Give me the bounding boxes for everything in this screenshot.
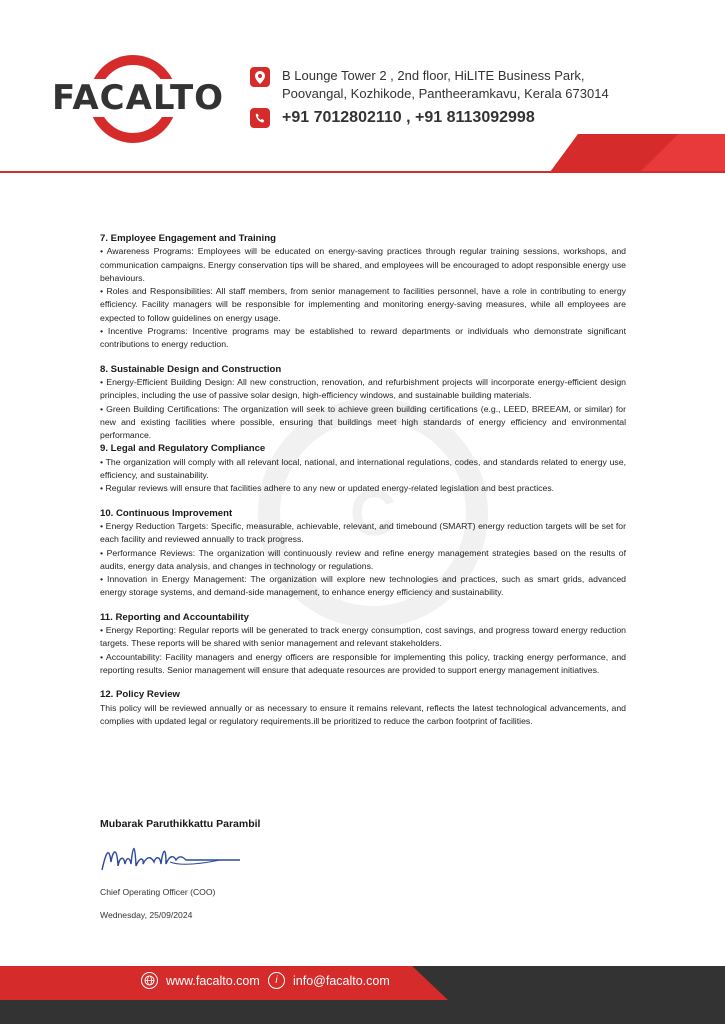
letterhead [0,0,725,175]
paragraph: • The organization will comply with all relevant local, national, and international regulations, codes, and standards related to energy use, efficiency, and sustainability. [100,456,626,481]
globe-icon [141,972,158,989]
phone-icon [250,108,270,128]
section-title: 8. Sustainable Design and Construction [100,363,282,375]
handwritten-signature [100,840,250,874]
signature-date: Wednesday, 25/09/2024 [100,910,193,920]
section-title: 10. Continuous Improvement [100,507,233,519]
email-link[interactable]: info@facalto.com [293,973,390,988]
section-7 [100,232,626,352]
section-title: 12. Policy Review [100,689,180,701]
policy-body [100,232,626,739]
paragraph: • Incentive Programs: Incentive programs may be established to reward departments or individuals who demonstrate significant contributions to energy reduction. [100,326,626,350]
paragraph: • Roles and Responsibilities: All staff members, from senior management to facilities personnel, have a role in contributing to energy efficiency. Facility managers will be responsible for implementing and monitoring energy-saving measures, while all employees are expected to follow guidelines on energy usage. [100,286,626,323]
company-address: B Lounge Tower 2 , 2nd floor, HiLITE Business Park, Poovangal, Kozhikode, Pantheeramkavu, Kerala 673014 [282,68,609,101]
section-10 [100,507,626,600]
facalto-logo [52,55,225,143]
section-8 [100,363,626,443]
section-11 [100,611,626,677]
paragraph: • Innovation in Energy Management: The organization will explore new technologies and practices, such as smart grids, advanced energy storage systems, and demand-side management, to enhance energy efficiency and sustainability. [100,574,626,598]
footer-website[interactable] [141,972,260,989]
section-title: 7. Employee Engagement and Training [100,233,276,244]
company-phone: +91 7012802110 , +91 8113092998 [282,109,535,126]
footer-email[interactable] [268,972,390,989]
logo-text: FACALTO [52,78,225,118]
paragraph: This policy will be reviewed annually or as necessary to ensure it remains relevant, reflects the latest technological advancements, and complies with updated legal or regulatory requirements.ill be prioritized to reduce the carbon footprint of facilities. [100,702,626,726]
paragraph: • Regular reviews will ensure that facilities adhere to any new or updated energy-related legislation and best practices. [100,483,555,494]
section-title: 9. Legal and Regulatory Compliance [100,443,266,455]
info-icon: i [268,972,285,989]
signatory-name: Mubarak Paruthikkattu Parambil [100,818,261,830]
paragraph: • Energy-Efficient Building Design: All new construction, renovation, and refurbishment projects will incorporate energy-efficient design principles, including the use of passive solar design, high-efficiency windows, and sustainable building materials. [100,376,626,401]
signatory-title: Chief Operating Officer (COO) [100,887,216,897]
phone-row [250,108,535,128]
section-12 [100,688,626,728]
header-divider [0,171,725,173]
paragraph: • Green Building Certifications: The organization will seek to achieve green building certifications (e.g., LEED, BREEAM, or similar) for new and existing facilities where possible, ensuring that buildings meet high standards of energy efficiency and environmental performance. [100,403,626,441]
signature-block [100,818,260,920]
paragraph: • Awareness Programs: Employees will be educated on energy-saving practices through regular training sessions, workshops, and communication campaigns. Energy conservation tips will be shared, and employees will be encouraged to adopt responsible energy use behaviours. [100,246,626,283]
website-link[interactable]: www.facalto.com [166,973,260,988]
location-pin-icon [250,67,270,87]
paragraph: • Accountability: Facility managers and energy officers are responsible for implementing this policy, tracking energy performance, and reporting results. Senior management will ensure that adequate resources are provided to support energy management initiatives. [100,651,626,675]
paragraph: • Energy Reduction Targets: Specific, measurable, achievable, relevant, and timebound (SMART) energy reduction targets will be set for each facility and reviewed annually to track progress. [100,520,626,545]
watermark-text: C [349,477,397,549]
paragraph: • Performance Reviews: The organization will continuously review and refine energy management strategies based on the results of audits, energy data analysis, and changes in technology or regulations. [100,547,626,571]
section-title: 11. Reporting and Accountability [100,611,249,623]
paragraph: • Energy Reporting: Regular reports will be generated to track energy consumption, cost savings, and progress toward energy reduction targets. These reports will be shared with senior management and relevant stakeholders. [100,625,626,649]
address-row [250,67,612,103]
section-9 [100,442,626,495]
